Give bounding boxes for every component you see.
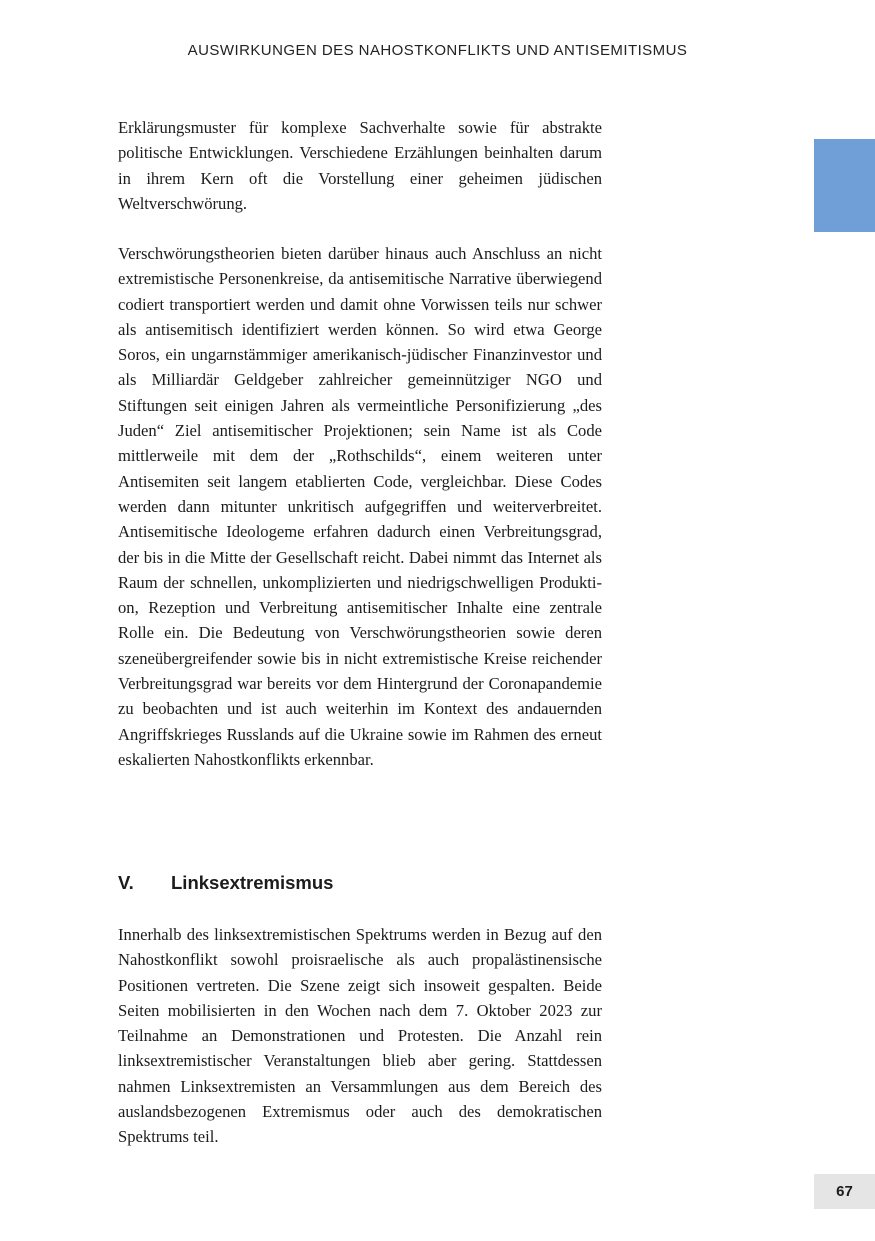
- section-color-tab: [814, 139, 875, 232]
- section-heading: [118, 871, 333, 895]
- body-paragraph: Innerhalb des linksextremistischen Spektrums werden in Bezug auf den Nahostkonflikt sowohl proisraelische als auch propalästinensische Positionen vertreten. Die Szene zeigt sich insoweit gespalten. Beide Seiten mobilisierten in den Wochen nach dem 7. Oktober 2023 zur Teilnahme an Demonstrationen und Protesten. Die Anzahl rein linksextremistischer Veranstaltungen blieb aber gering. Stattdessen nahmen Linksextremisten an Versammlungen aus dem Bereich des auslandsbezogenen Extremismus oder auch des demokratischen Spektrums teil.: [118, 925, 602, 1147]
- running-header: AUSWIRKUNGEN DES NAHOSTKONFLIKTS UND ANTISEMITISMUS: [187, 42, 688, 59]
- body-paragraph: Verschwörungstheorien bieten darüber hinaus auch Anschluss an nicht extremistische Personenkreise, da antisemitische Narrative überwiegend codiert transportiert werden und damit ohne Vorwissen teils nur schwer als antisemitisch identifiziert werden können. So wird etwa George Soros, ein ungarnstämmiger amerikanisch-jüdischer Finanzinvestor und als Milliardär Geldgeber zahlreicher gemeinnütziger NGO und Stiftungen seit einigen Jahren als vermeintliche Personifizierung „des Juden“ Ziel antisemitischer Projektionen; sein Name ist als Code mittlerweile mit dem der „Rothschilds“, einem weiteren unter Antisemiten seit langem etablierten Code, vergleichbar. Diese Codes werden dann mitunter unkritisch aufgegriffen und weiterverbreitet. Antisemitische Ideologeme erfahren dadurch einen Verbreitungsgrad, der bis in die Mitte der Gesellschaft reicht. Dabei nimmt das Internet als Raum der schnellen, unkomplizierten und niedrigschwelligen Produktion, Rezeption und Verbreitung antisemitischer Inhalte eine zentrale Rolle ein. Die Bedeutung von Verschwörungstheorien sowie deren szeneübergreifender sowie bis in nicht extremistische Kreise reichender Verbreitungsgrad war bereits vor dem Hintergrund der Coronapandemie zu beobachten und ist auch weiterhin im Kontext des andauernden Angriffskrieges Russlands auf die Ukraine sowie im Rahmen des erneut eskalierten Nahostkonflikts erkennbar.: [118, 244, 602, 769]
- section-number: V.: [118, 872, 134, 893]
- section-title: Linksextremismus: [171, 872, 334, 893]
- page-number: 67: [814, 1174, 875, 1209]
- body-paragraph: Erklärungsmuster für komplexe Sachverhalte sowie für abstrakte politische Entwicklungen. Verschiedene Erzählungen beinhalten darum in ihrem Kern oft die Vorstellung einer geheimen jüdischen Weltverschwörung.: [118, 118, 602, 213]
